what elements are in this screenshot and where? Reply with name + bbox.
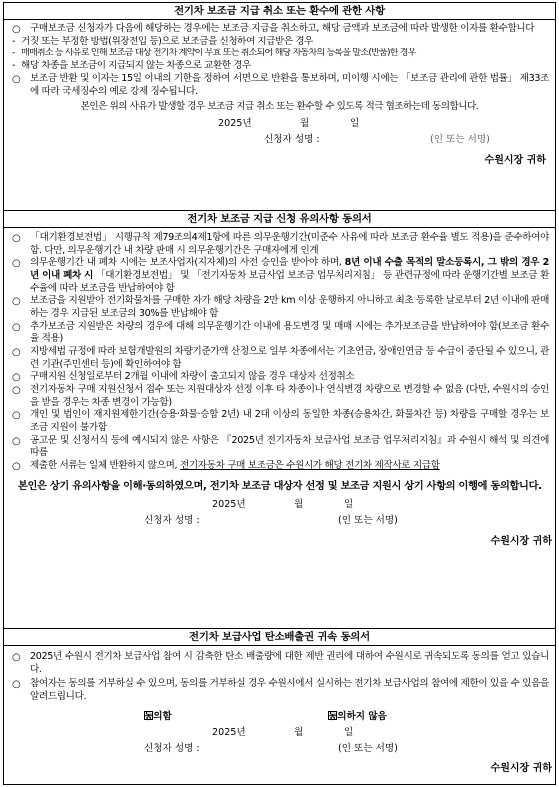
item-text: 구매지원 신청일로부터 2개월 이내에 차량이 출고되지 않을 경우 대상자 선정취소 <box>30 371 355 383</box>
month-label: 월 <box>294 499 304 511</box>
circle-bullet-icon: ○ <box>12 460 21 472</box>
disagree-label: 동의하지 않음 <box>328 710 387 722</box>
item-text: 구매보조금 신청자가 다음에 해당하는 경우에는 보조금 지급을 취소하고, 해당 금액과 보조금에 따라 발생한 이자를 환수합니다 <box>30 23 535 34</box>
item-text: 의무운행기간 내 폐차 시에는 보조사업자(지자체)의 사전 승인을 받아야 하며, <box>30 257 345 269</box>
month-label: 월 <box>300 117 310 129</box>
sub-item <box>10 60 549 73</box>
list-item <box>10 257 549 295</box>
item-text: 「대기환경보전법」 시행규칙 제79조의4제1항에 따른 의무운행기간(미준수 사유에 따라 보조금 환수율 별도 적용)을 준수하여야 함. 다만, 의무운행기간 내 차량 판매 시 의무운행기간은 구매자에게 인계 <box>30 232 549 256</box>
sub-item-text: 거짓 또는 부정한 방법(위장전입 등)으로 보조금을 신청하여 지급받은 경우 <box>21 35 313 47</box>
circle-bullet-icon: ○ <box>12 296 21 308</box>
list-item <box>10 321 549 346</box>
item-text: 참여자는 동의를 거부하실 수 있으며, 동의를 거부하실 경우 수원시에서 실시하는 전기차 보급사업의 참여에 제한이 있을 수 있음을 알려드립니다. <box>30 678 549 702</box>
date-row <box>4 727 555 743</box>
item-text: 전기자동차 구매 보조금은 수원시가 해당 전기차 제작사로 지급함 <box>179 459 440 471</box>
item-text: 보조금 반환 및 이자는 15일 이내의 기한을 정하여 서면으로 반환을 통보하며, 미이행 시에는 「보조금 관리에 관한 법률」 제33조에 따라 국세징수의 예로 강제 징수됩니다. <box>30 72 549 97</box>
item-text: 보조금을 지원받아 전기화물차를 구매한 자가 해당 차량을 2만 km 이상 운행하지 아니하고 최초 등록한 날로부터 2년 이내에 판매하는 경우 지급된 보조금의 30%를 반납해야 함 <box>30 295 549 319</box>
item-text: 지방세법 규정에 따라 보험개발원의 차량기준가액 산정으로 일부 차종에서는 기초연금, 장애인연금 등 수급이 중단될 수 있으니, 관련 기관(주민센터 등)에 확인하여야 함 <box>30 345 549 370</box>
consent-statement: 본인은 위의 사유가 발생할 경우 보조금 지급 취소 또는 환수할 수 있도록 적극 협조하는데 동의합니다. <box>80 101 479 113</box>
subsidy-revocation-section <box>4 3 555 211</box>
item-text: 8년 이내 수출 목적의 말소등록시, 그 밖의 경우 2년 이내 폐차 시 <box>30 257 549 281</box>
addressee: 수원시장 귀하 <box>490 536 552 548</box>
circle-bullet-icon: ○ <box>12 435 21 447</box>
seal-or-signature-field[interactable]: (인 또는 서명) <box>430 133 490 145</box>
year-label: 2025년 <box>212 726 246 738</box>
circle-bullet-icon: ○ <box>12 372 21 384</box>
dash-icon: - <box>12 48 15 59</box>
section-title: 전기차 보조금 지급 신청 유의사항 동의서 <box>4 211 555 228</box>
item-text: 2025년 수원시 전기차 보급사업 참여 시 감축한 탄소 배출량에 대한 제반 권리에 대하여 수원시로 귀속되도록 동의를 얻고 있습니다. <box>30 651 549 675</box>
section-title: 전기차 보급사업 탄소배출권 귀속 동의서 <box>4 629 555 646</box>
agree-label: 동의함 <box>144 710 172 722</box>
circle-bullet-icon: ○ <box>12 73 21 85</box>
date-row <box>10 118 549 134</box>
sub-item <box>10 36 549 49</box>
item-text: 공고문 및 신청서식 등에 예시되지 않은 사항은 『2025년 전기자동차 보급사업 보조금 업무처리지침』과 수원시 해석 및 의견에 따름 <box>30 434 549 459</box>
dash-icon: - <box>12 60 16 72</box>
circle-bullet-icon: ○ <box>12 24 21 35</box>
dash-icon: - <box>12 35 16 47</box>
seal-or-signature-field[interactable]: (인 또는 서명) <box>338 742 398 754</box>
day-label: 일 <box>344 726 354 738</box>
circle-bullet-icon: ○ <box>12 233 21 244</box>
applicant-name-label: 신청자 성명 : <box>144 515 200 527</box>
seal-or-signature-field[interactable]: (인 또는 서명) <box>338 515 398 527</box>
pledge-statement: 본인은 상기 유의사항을 이해·동의하였으며, 전기차 보조금 대상자 선정 및 보조금 지원시 상기 사항의 이행에 동의합니다. <box>18 481 542 493</box>
item-text: 추가보조금 지원받은 차량의 경우에 대해 의무운행기간 이내에 용도변경 및 매매 시에는 추가보조금을 반납하여야 함(보조금 환수율 적용) <box>30 320 549 345</box>
circle-bullet-icon: ○ <box>12 346 21 358</box>
item-text: 「대기환경보전법」 및 「전기자동차 보급사업 보조금 업무처리지침」 등 관련규정에 따라 운행기간별 보조금 환수율에 따라 보조금을 반납하여야 함 <box>30 269 550 294</box>
signature-row <box>10 134 549 150</box>
precautions-consent-section <box>4 211 555 629</box>
signature-row <box>4 743 555 759</box>
consent-form <box>3 2 556 785</box>
applicant-name-label: 신청자 성명 : <box>264 133 320 145</box>
year-label: 2025년 <box>218 117 252 129</box>
day-label: 일 <box>350 117 360 129</box>
circle-bullet-icon: ○ <box>12 410 21 422</box>
year-label: 2025년 <box>212 499 246 511</box>
list-item <box>10 651 549 676</box>
circle-bullet-icon: ○ <box>12 258 21 270</box>
sub-item-text: 해당 차종을 보조금이 지급되지 않는 차종으로 교환한 경우 <box>21 60 251 72</box>
circle-bullet-icon: ○ <box>12 652 21 663</box>
sub-item <box>10 48 549 60</box>
day-label: 일 <box>344 499 354 511</box>
circle-bullet-icon: ○ <box>12 679 21 691</box>
signature-row <box>4 515 555 531</box>
date-row <box>4 499 555 515</box>
list-item <box>10 371 549 384</box>
item-text: 제출한 서류는 일체 반환하지 않으며, <box>30 459 180 471</box>
applicant-name-label: 신청자 성명 : <box>144 742 200 754</box>
item-text: 개인 및 법인이 재지원제한기간(승용·화물·승합 2년) 내 2대 이상의 동일한 차종(승용차간, 화물차간 등) 차량을 구매할 경우는 보조금 지원이 불가함 <box>30 409 549 433</box>
list-item <box>10 232 549 257</box>
consent-choice-row <box>4 711 555 727</box>
section-title: 전기차 보조금 지급 취소 또는 환수에 관한 사항 <box>4 3 555 20</box>
list-item <box>10 460 549 473</box>
addressee: 수원시장 귀하 <box>490 762 552 774</box>
circle-bullet-icon: ○ <box>12 321 21 333</box>
list-item <box>10 73 549 98</box>
month-label: 월 <box>294 726 304 738</box>
list-item <box>10 435 549 460</box>
addressee: 수원시장 귀하 <box>484 154 546 166</box>
item-text: 전기자동차 구매 지원신청서 접수 또는 지원대상자 선정 이후 타 차종이나 연식변경 차량으로 변경할 수 없음 (다만, 수원시의 승인을 받을 경우는 차종 변경이 가능함) <box>30 383 549 408</box>
list-item <box>10 678 549 703</box>
list-item <box>10 384 549 409</box>
list-item <box>10 409 549 434</box>
circle-bullet-icon: ○ <box>12 384 21 396</box>
sub-item-text: 매매취소 등 사유로 인해 보조금 대상 전기차 계약이 무효 또는 취소되어 해당 자동차의 등록을 말소(반품)한 경우 <box>21 48 416 59</box>
list-item <box>10 23 549 36</box>
list-item <box>10 295 549 320</box>
precautions-list <box>4 228 555 472</box>
list-item <box>10 346 549 371</box>
carbon-credit-consent-section <box>4 629 555 784</box>
